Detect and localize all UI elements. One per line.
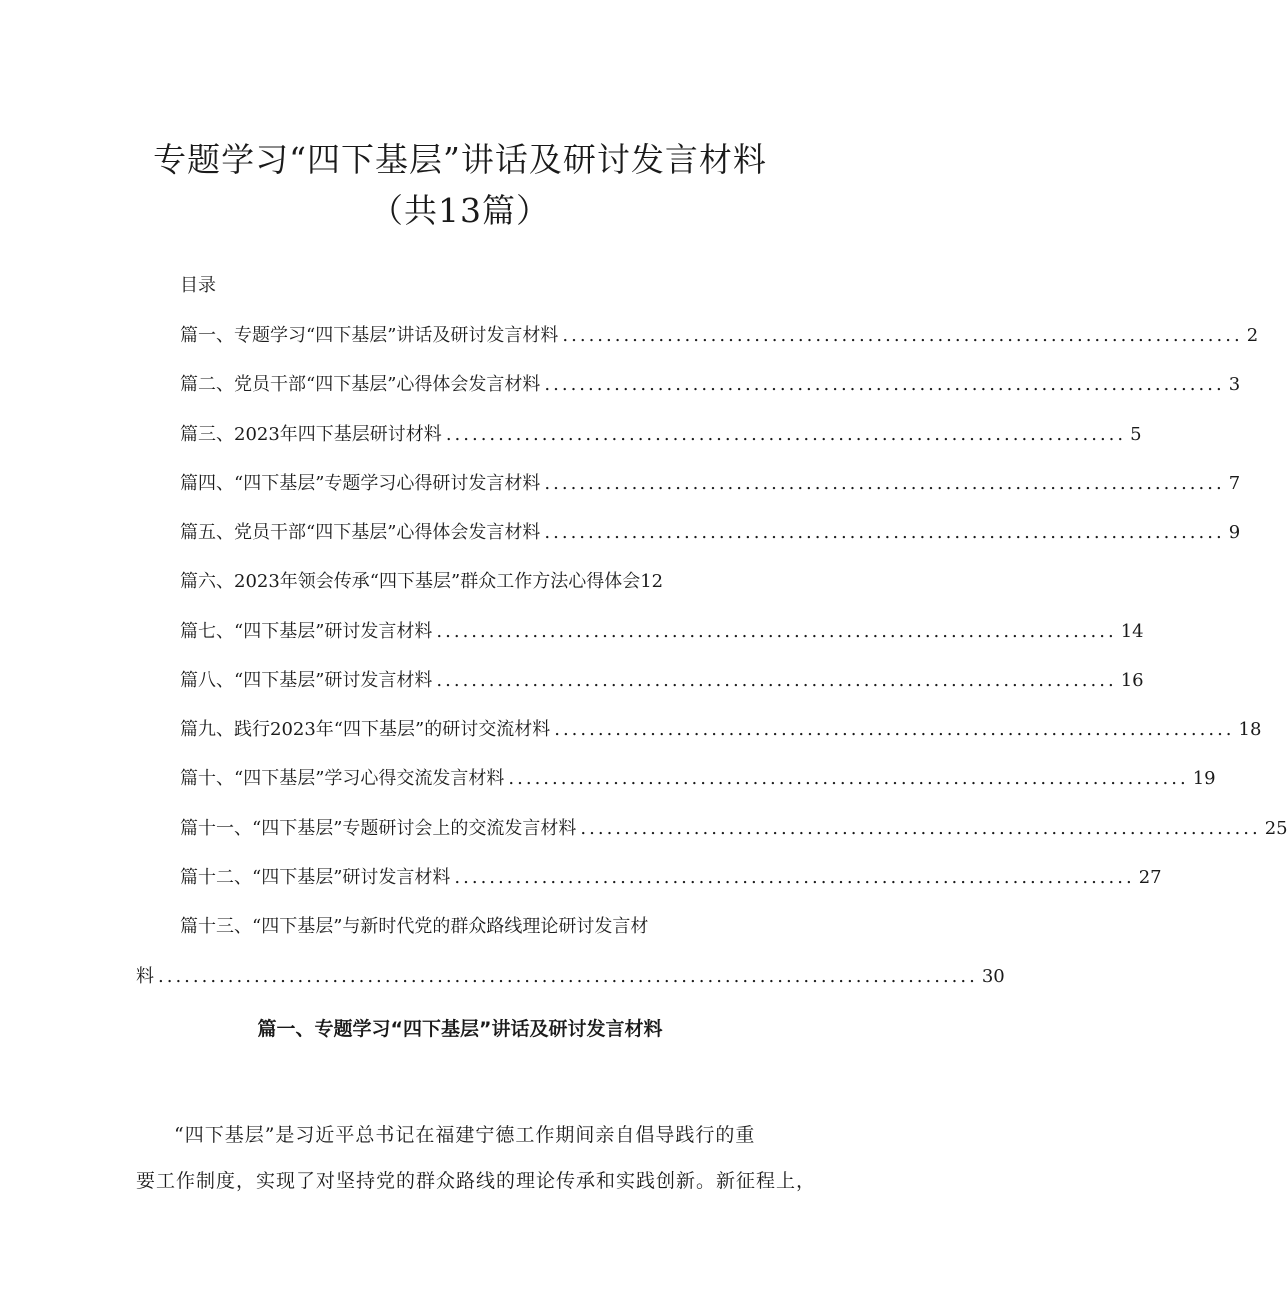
toc-entry-page: 27 — [1138, 867, 1162, 888]
toc-entry[interactable] — [180, 814, 1288, 840]
toc-entry-page: 18 — [1238, 719, 1262, 740]
toc-entry[interactable] — [180, 518, 1241, 544]
toc-entry[interactable] — [180, 863, 1162, 889]
toc-entry[interactable] — [180, 370, 1241, 396]
document-title: 专题学习“四下基层”讲话及研讨发言材料 — [153, 140, 767, 179]
toc-leader-dots: .............................................................................................. — [158, 966, 978, 987]
toc-entry-label: 篇十、“四下基层”学习心得交流发言材料 — [180, 768, 505, 789]
toc-leader-dots: .............................................................................. — [562, 325, 1243, 346]
toc-entry-page: 19 — [1192, 768, 1216, 789]
toc-entry-label: 篇一、专题学习“四下基层”讲话及研讨发言材料 — [180, 325, 559, 346]
toc-entry[interactable] — [180, 321, 1259, 347]
toc-leader-dots: .............................................................................. — [544, 473, 1225, 494]
toc-leader-dots: .............................................................................. — [544, 374, 1225, 395]
toc-entry-page: 14 — [1120, 621, 1144, 642]
toc-entry-label: 篇六、2023年领会传承“四下基层”群众工作方法心得体会12 — [180, 571, 664, 592]
toc-heading: 目录 — [180, 275, 216, 296]
toc-leader-dots: .............................................................................. — [436, 621, 1117, 642]
toc-leader-dots: .............................................................................. — [445, 424, 1127, 445]
section-heading: 篇一、专题学习“四下基层”讲话及研讨发言材料 — [257, 1018, 663, 1040]
toc-entry-page: 3 — [1228, 374, 1241, 395]
toc-leader-dots: .............................................................................. — [580, 818, 1261, 839]
toc-entry[interactable] — [180, 666, 1144, 692]
toc-entry-continuation[interactable] — [136, 962, 1005, 988]
toc-entry[interactable] — [180, 764, 1216, 790]
toc-entry-page: 2 — [1246, 325, 1259, 346]
toc-entry-page: 25 — [1264, 818, 1288, 839]
toc-entry-page: 16 — [1120, 670, 1144, 691]
toc-entry-page: 5 — [1130, 424, 1142, 445]
toc-entry-page: 7 — [1228, 473, 1241, 494]
toc-entry[interactable] — [180, 420, 1142, 446]
toc-entry-label: 篇三、2023年四下基层研讨材料 — [180, 424, 442, 445]
body-paragraph-line: 要工作制度，实现了对坚持党的群众路线的理论传承和实践创新。新征程上， — [136, 1170, 817, 1192]
toc-entry-label: 篇八、“四下基层”研讨发言材料 — [180, 670, 433, 691]
toc-entry[interactable] — [180, 912, 648, 938]
toc-leader-dots: .............................................................................. — [454, 867, 1135, 888]
toc-entry-label: 篇十三、“四下基层”与新时代党的群众路线理论研讨发言材 — [180, 916, 649, 937]
toc-entry-label: 篇七、“四下基层”研讨发言材料 — [180, 621, 433, 642]
toc-entry-label: 篇九、践行2023年“四下基层”的研讨交流材料 — [180, 719, 551, 740]
toc-entry[interactable] — [180, 617, 1144, 643]
toc-leader-dots: .............................................................................. — [554, 719, 1235, 740]
body-paragraph-line: “四下基层”是习近平总书记在福建宁德工作期间亲自倡导践行的重 — [174, 1124, 756, 1146]
toc-entry[interactable] — [180, 469, 1241, 495]
toc-entry-label: 篇四、“四下基层”专题学习心得研讨发言材料 — [180, 473, 541, 494]
toc-entry-page: 30 — [981, 966, 1005, 987]
toc-entry-label: 篇十一、“四下基层”专题研讨会上的交流发言材料 — [180, 818, 577, 839]
toc-entry[interactable] — [180, 567, 663, 593]
toc-entry-label: 篇五、党员干部“四下基层”心得体会发言材料 — [180, 522, 541, 543]
toc-entry-label: 篇十二、“四下基层”研讨发言材料 — [180, 867, 451, 888]
toc-leader-dots: .............................................................................. — [544, 522, 1225, 543]
toc-entry-label: 料 — [136, 966, 154, 987]
toc-leader-dots: .............................................................................. — [436, 670, 1117, 691]
document-subtitle: （共13篇） — [370, 191, 550, 230]
toc-entry-label: 篇二、党员干部“四下基层”心得体会发言材料 — [180, 374, 541, 395]
toc-entry[interactable] — [180, 715, 1262, 741]
toc-entry-page: 9 — [1228, 522, 1241, 543]
toc-leader-dots: .............................................................................. — [508, 768, 1189, 789]
